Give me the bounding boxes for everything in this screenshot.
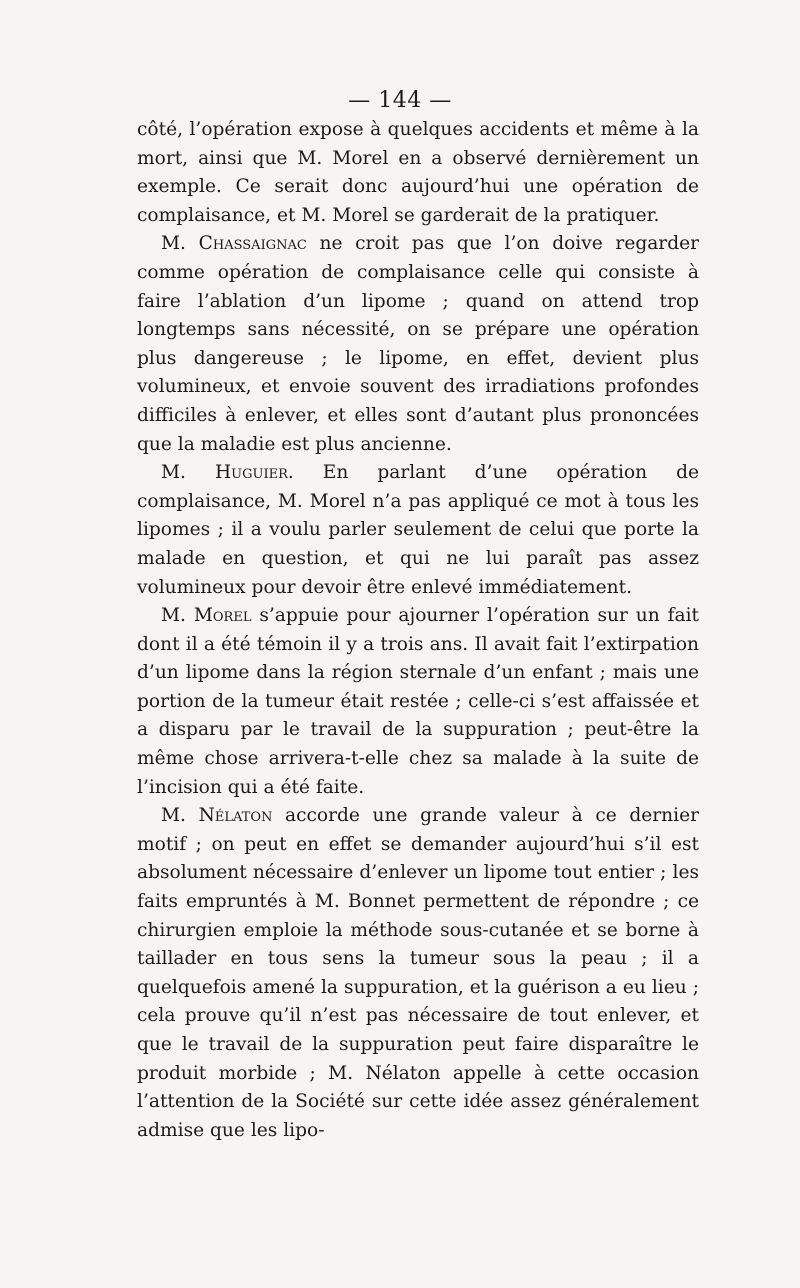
- speaker-prefix: M.: [161, 605, 194, 627]
- speaker-prefix: M.: [161, 805, 199, 827]
- speaker-name: Morel: [193, 605, 252, 627]
- paragraph-2: [137, 230, 699, 459]
- paragraph-3: [137, 459, 699, 602]
- paragraph-3-text: En parlant d’une opération de complaisance, M. Morel n’a pas appliqué ce mot à tous les lipomes ; il a voulu parler seulement de celui que porte la malade en question, et qui ne lui paraît pas assez volumineux pour devoir être enlevé immédiatement.: [137, 462, 699, 598]
- speaker-prefix: M.: [161, 462, 215, 484]
- paragraph-5: [137, 802, 699, 1145]
- paragraph-4: [137, 602, 699, 802]
- speaker-prefix: M.: [161, 233, 199, 255]
- paragraph-1: [137, 116, 699, 230]
- paragraph-4-text: s’appuie pour ajourner l’opération sur un fait dont il a été témoin il y a trois ans. Il avait fait l’extirpation d’un lipome dans la région sternale d’un enfant ; mais une portion de la tumeur était restée ; celle-ci s’est affaissée et a disparu par le travail de la suppuration ; peut-être la même chose arrivera-t-elle chez sa malade à la suite de l’incision qui a été faite.: [137, 605, 699, 798]
- speaker-period: .: [287, 462, 294, 484]
- body-text: [137, 116, 699, 1145]
- speaker-name: Nélaton: [198, 805, 273, 827]
- paragraph-2-text: ne croit pas que l’on doive regarder comme opération de complaisance celle qui consiste à faire l’ablation d’un lipome ; quand on attend trop longtemps sans nécessité, on se prépare une opération plus dangereuse ; le lipome, en effet, devient plus volumineux, et envoie souvent des irradiations profondes difficiles à enlever, et elles sont d’autant plus prononcées que la maladie est plus ancienne.: [137, 233, 699, 455]
- paragraph-5-text: accorde une grande valeur à ce dernier motif ; on peut en effet se demander aujourd’hui s’il est absolument nécessaire d’enlever un lipome tout entier ; les faits empruntés à M. Bonnet permettent de répondre ; ce chirurgien emploie la méthode sous-cutanée et se borne à taillader en tous sens la tumeur sous la peau ; il a quelquefois amené la suppuration, et la guérison a eu lieu ; cela prouve qu’il n’est pas nécessaire de tout enlever, et que le travail de la suppuration peut faire disparaître le produit morbide ; M. Nélaton appelle à cette occasion l’attention de la Société sur cette idée assez généralement admise que les lipo-: [137, 805, 699, 1141]
- page-number: — 144 —: [348, 88, 452, 113]
- paragraph-1-text: côté, l’opération expose à quelques accidents et même à la mort, ainsi que M. Morel en a observé dernièrement un exemple. Ce serait donc aujourd’hui une opération de complaisance, et M. Morel se garderait de la pratiquer.: [137, 119, 699, 226]
- speaker-name: Huguier: [214, 462, 288, 484]
- speaker-name: Chassaignac: [198, 233, 307, 255]
